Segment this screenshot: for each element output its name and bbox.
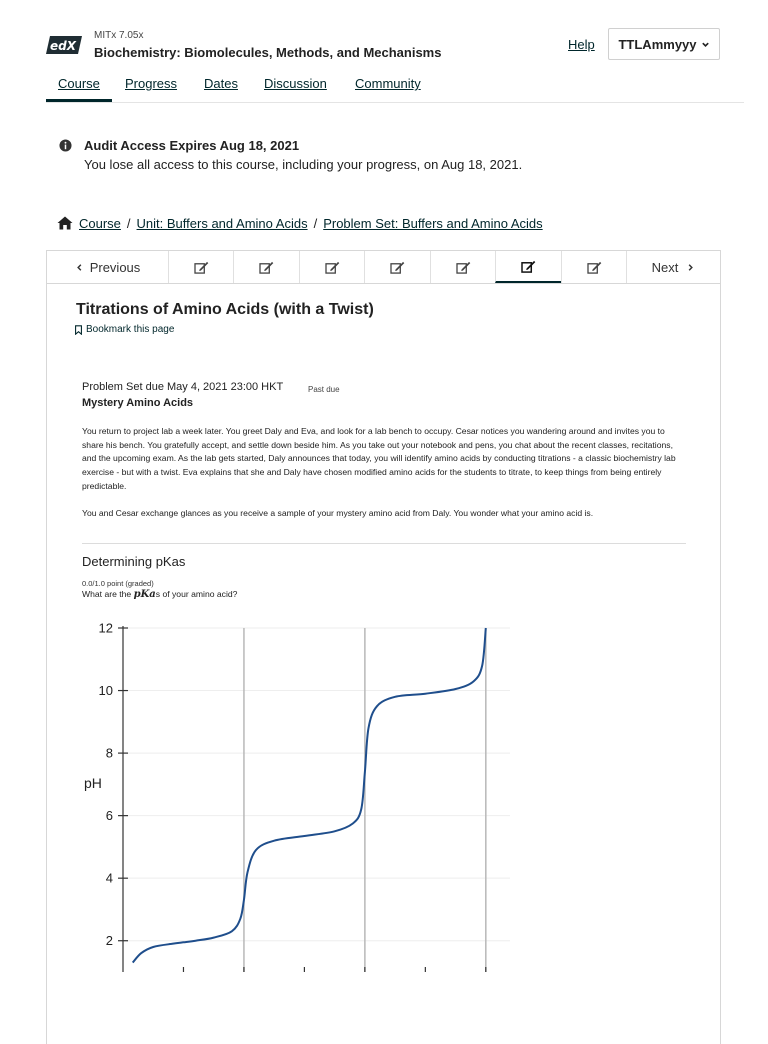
y-tick-label: 12	[98, 620, 113, 636]
audit-alert-title: Audit Access Expires Aug 18, 2021	[84, 138, 300, 153]
breadcrumb-problem-set[interactable]: Problem Set: Buffers and Amino Acids	[323, 216, 543, 231]
section-divider	[82, 543, 686, 544]
breadcrumb-unit[interactable]: Unit: Buffers and Amino Acids	[136, 216, 308, 231]
sequence-unit-7[interactable]	[561, 251, 626, 283]
y-tick-label: 2	[105, 933, 113, 949]
sequence-unit-3[interactable]	[299, 251, 364, 283]
edit-icon	[521, 260, 536, 273]
unit-title: Titrations of Amino Acids (with a Twist)	[76, 301, 374, 318]
y-tick-label: 4	[105, 870, 113, 886]
sequence-unit-5[interactable]	[430, 251, 495, 283]
sequence-unit-4[interactable]	[364, 251, 430, 283]
tab-dates[interactable]: Dates	[204, 76, 238, 91]
chevron-down-icon	[701, 40, 710, 49]
tab-course[interactable]: Course	[58, 76, 100, 91]
sequence-unit-6-active[interactable]	[495, 251, 561, 283]
previous-label: Previous	[89, 259, 141, 275]
bookmark-label: Bookmark this page	[86, 324, 175, 335]
course-org: MITx 7.05x	[94, 30, 144, 41]
sequence-nav	[46, 250, 721, 284]
y-axis-label: pH	[84, 775, 102, 791]
user-menu-button[interactable]	[608, 28, 720, 60]
y-tick-label: 6	[105, 808, 113, 824]
home-icon[interactable]	[57, 216, 73, 230]
logo-text: edX	[50, 39, 76, 53]
question-math: pKa	[133, 589, 156, 600]
edit-icon	[325, 261, 340, 274]
course-title: Biochemistry: Biomolecules, Methods, and Mechanisms	[94, 45, 442, 60]
question-pre: What are the	[82, 589, 134, 599]
question-subtitle: Determining pKas	[82, 554, 186, 569]
question-post: s of your amino acid?	[155, 589, 238, 599]
edit-icon	[259, 261, 274, 274]
tab-progress[interactable]: Progress	[125, 76, 178, 91]
breadcrumb-separator: /	[313, 216, 318, 231]
next-label: Next	[651, 259, 679, 275]
edit-icon	[390, 261, 405, 274]
edit-icon	[587, 261, 602, 274]
breadcrumb-course[interactable]: Course	[79, 216, 121, 231]
points-status: 0.0/1.0 point (graded)	[82, 579, 154, 588]
audit-alert-body: You lose all access to this course, including your progress, on Aug 18, 2021.	[84, 157, 523, 172]
nav-divider	[46, 102, 744, 103]
problem-paragraph-1: You return to project lab a week later. You greet Daly and Eva, and look for a lab bench to occupy. Cesar notices you wandering around and invites you to share his bench. You gratefully accept, and settle down beside him. As you take out your notebook and pens, you chat about the recent classes, recitations, and the upcoming exam. As the lab gets started, Daly announces that today, you will identify amino acids by conducting titrations - a classic biochemistry lab exercise - but with a twist. Eva explains that she and Daly have chosen modified amino acids for the students to titrate, to keep things from being entirely predictable.	[82, 426, 676, 491]
edx-logo[interactable]	[46, 34, 82, 56]
sequence-unit-2[interactable]	[233, 251, 299, 283]
breadcrumb-separator: /	[126, 216, 131, 231]
problem-paragraph-2: You and Cesar exchange glances as you receive a sample of your mystery amino acid from Daly. You wonder what your amino acid is.	[82, 508, 594, 518]
sequence-unit-1[interactable]	[168, 251, 233, 283]
question-text	[82, 589, 237, 600]
y-tick-label: 8	[105, 745, 113, 761]
titration-chart	[80, 615, 520, 995]
bookmark-button[interactable]	[74, 324, 174, 335]
username: TTLAmmyyy	[618, 36, 697, 52]
next-button[interactable]	[626, 251, 720, 283]
tab-discussion[interactable]: Discussion	[264, 76, 327, 91]
info-icon	[59, 139, 72, 152]
y-tick-label: 10	[98, 683, 113, 699]
titration-curve	[133, 628, 486, 963]
chevron-right-icon	[686, 263, 695, 272]
chevron-left-icon	[75, 263, 84, 272]
bookmark-icon	[74, 325, 83, 335]
tab-community[interactable]: Community	[355, 76, 421, 91]
previous-button[interactable]	[47, 251, 168, 283]
edit-icon	[456, 261, 471, 274]
problem-title: Mystery Amino Acids	[82, 397, 194, 409]
due-date: Problem Set due May 4, 2021 23:00 HKT	[82, 381, 284, 393]
help-link[interactable]: Help	[568, 37, 595, 52]
past-due-badge: Past due	[308, 385, 340, 394]
breadcrumb	[79, 216, 543, 231]
edit-icon	[194, 261, 209, 274]
